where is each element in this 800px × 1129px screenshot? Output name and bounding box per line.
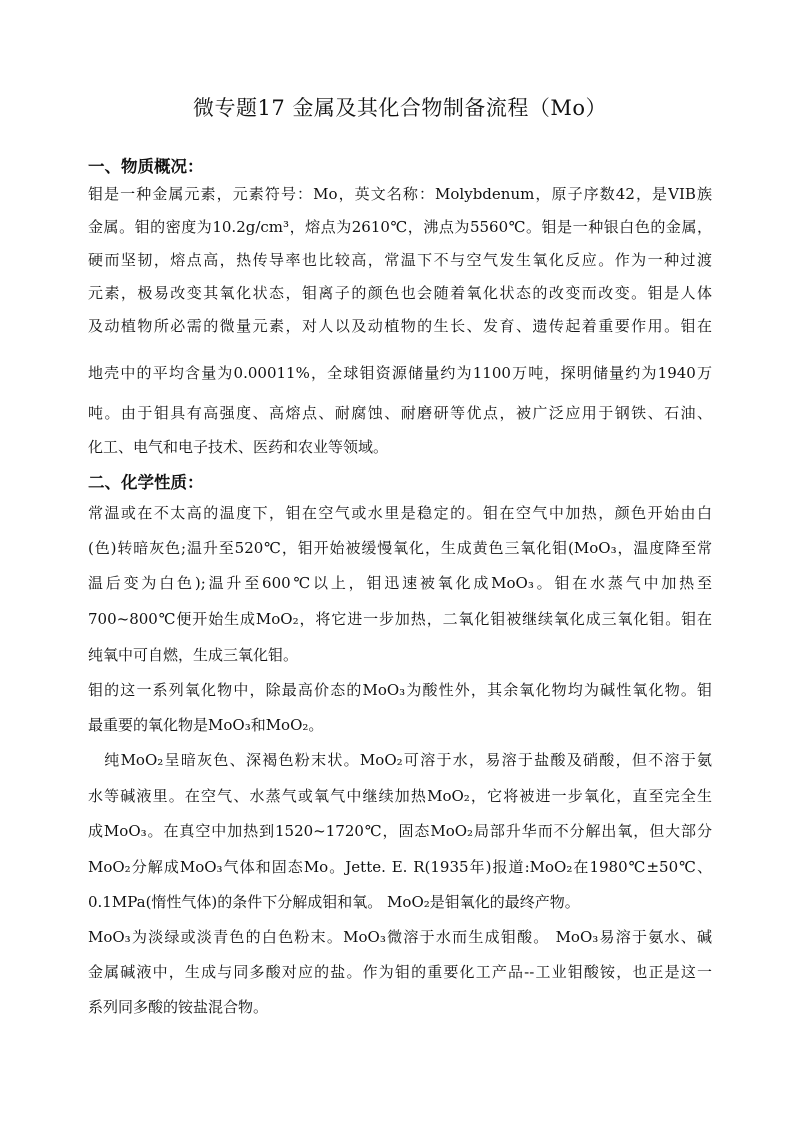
paragraph-line: 纯MoO₂呈暗灰色、深褐色粉末状。MoO₂可溶于水，易溶于盐酸及硝酸，但不溶于氨 <box>88 751 712 769</box>
section-heading-chemical-properties: 二、化学性质： <box>88 473 204 492</box>
paragraph-line: 硬而坚韧，熔点高，热传导率也比较高，常温下不与空气发生氧化反应。作为一种过渡 <box>88 251 712 269</box>
paragraph-line: 及动植物所必需的微量元素，对人以及动植物的生长、发育、遗传起着重要作用。钼在 <box>88 317 712 335</box>
paragraph-line: 700~800℃便开始生成MoO₂，将它进一步加热，二氧化钼被继续氧化成三氧化钼。钼在 <box>88 610 712 628</box>
paragraph-line: (色)转暗灰色;温升至520℃，钼开始被缓慢氧化，生成黄色三氧化钼(MoO₃，温度降至常 <box>88 539 712 557</box>
paragraph-line: 地壳中的平均含量为0.00011%，全球钼资源储量约为1100万吨，探明储量约为1940万 <box>88 364 712 382</box>
paragraph-line: 纯氧中可自燃，生成三氧化钼。 <box>88 646 299 664</box>
paragraph-line: 水等碱液里。在空气、水蒸气或氧气中继续加热MoO₂，它将被进一步氧化，直至完全生 <box>88 787 712 805</box>
paragraph-line: 0.1MPa(惰性气体)的条件下分解成钼和氧。 MoO₂是钼氧化的最终产物。 <box>88 893 580 911</box>
paragraph-line: 金属碱液中，生成与同多酸对应的盐。作为钼的重要化工产品--工业钼酸铵，也正是这一 <box>88 963 712 981</box>
paragraph-line: MoO₂分解成MoO₃气体和固态Mo。Jette. E. R(1935年)报道:MoO₂在1980℃±50℃、 <box>88 858 712 876</box>
paragraph-line: 最重要的氧化物是MoO₃和MoO₂。 <box>88 716 324 734</box>
paragraph-line: 成MoO₃。在真空中加热到1520~1720℃，固态MoO₂局部升华而不分解出氧，但大部分 <box>88 822 712 840</box>
paragraph-line: 金属。钼的密度为10.2g/cm³，熔点为2610℃，沸点为5560℃。钼是一种银白色的金属， <box>88 218 712 236</box>
paragraph-line: 吨。由于钼具有高强度、高熔点、耐腐蚀、耐磨研等优点，被广泛应用于钢铁、石油、 <box>88 404 712 422</box>
section-heading-overview: 一、物质概况： <box>88 157 204 176</box>
paragraph-line: MoO₃为淡绿或淡青色的白色粉末。MoO₃微溶于水而生成钼酸。 MoO₃易溶于氨水、碱 <box>88 928 712 946</box>
paragraph-line: 元素，极易改变其氧化状态，钼离子的颜色也会随着氧化状态的改变而改变。钼是人体 <box>88 284 712 302</box>
paragraph-line: 化工、电气和电子技术、医药和农业等领域。 <box>88 438 389 456</box>
paragraph-line: 钼的这一系列氧化物中，除最高价态的MoO₃为酸性外，其余氧化物均为碱性氧化物。钼 <box>88 681 712 699</box>
paragraph-line: 钼是一种金属元素，元素符号：Mo，英文名称：Molybdenum，原子序数42，是VIB族 <box>88 185 712 203</box>
paragraph-line: 温后变为白色);温升至600℃以上，钼迅速被氧化成MoO₃。钼在水蒸气中加热至 <box>88 574 712 592</box>
paragraph-line: 常温或在不太高的温度下，钼在空气或水里是稳定的。钼在空气中加热，颜色开始由白 <box>88 504 712 522</box>
document-title: 微专题17 金属及其化合物制备流程（Mo） <box>192 96 608 120</box>
paragraph-line: 系列同多酸的铵盐混合物。 <box>88 998 269 1016</box>
